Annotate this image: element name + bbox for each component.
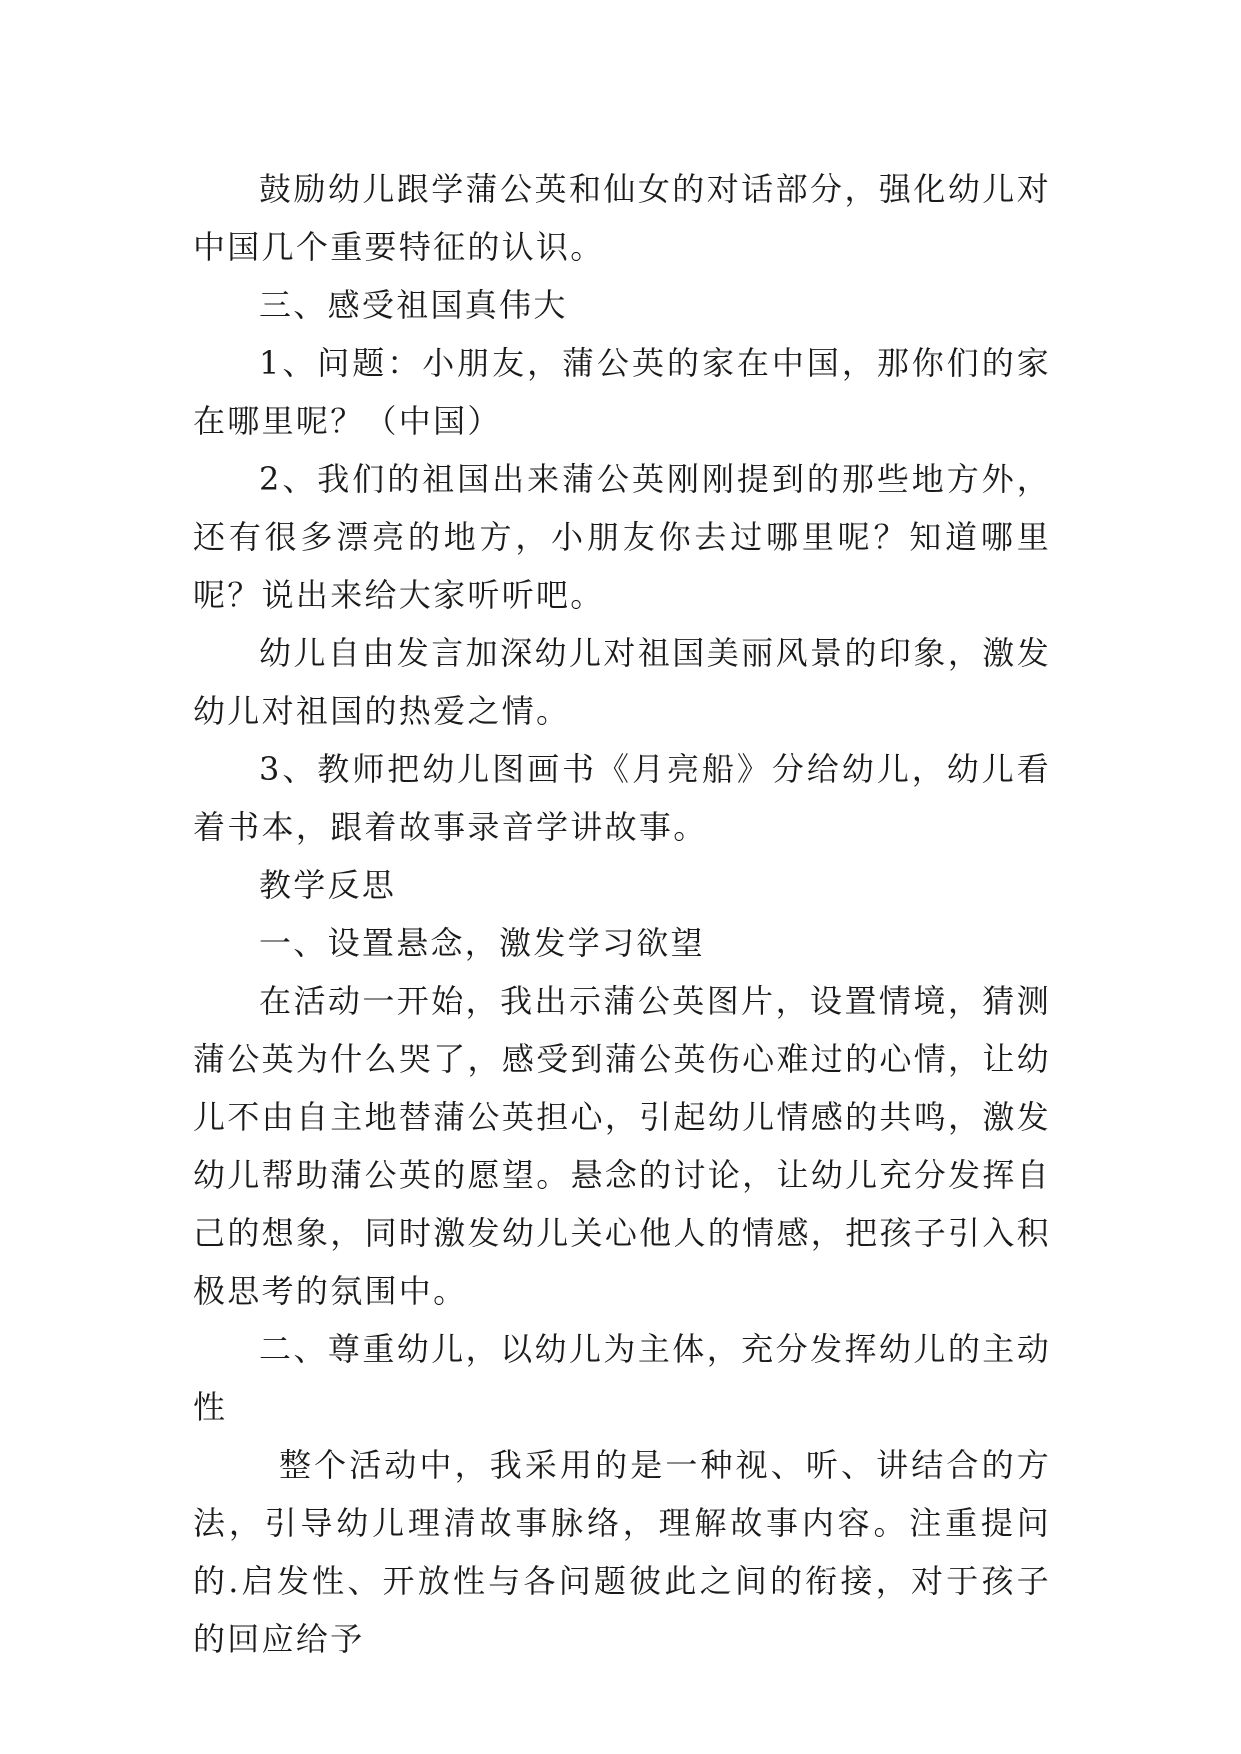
paragraph-picture-book: 3、教师把幼儿图画书《月亮船》分给幼儿，幼儿看着书本，跟着故事录音学讲故事。 [193, 750, 1051, 846]
paragraph-reflection-suspense: 在活动一开始，我出示蒲公英图片，设置情境，猜测蒲公英为什么哭了，感受到蒲公英伤心难过的心情，让幼儿不由自主地替蒲公英担心，引起幼儿情感的共鸣，激发幼儿帮助蒲公英的愿望。悬念的讨论，让幼儿充分发挥自己的想象，同时激发幼儿关心他人的情感，把孩子引入积极思考的氛围中。 [193, 982, 1051, 1310]
heading-section-three: 三、感受祖国真伟大 [259, 286, 568, 324]
paragraph-reflection-method: 整个活动中，我采用的是一种视、听、讲结合的方法，引导幼儿理清故事脉络，理解故事内容。注重提问的.启发性、开放性与各问题彼此之间的衔接，对于孩子的回应给予 [193, 1446, 1051, 1658]
paragraph-free-speech: 幼儿自由发言加深幼儿对祖国美丽风景的印象，激发幼儿对祖国的热爱之情。 [193, 634, 1051, 730]
heading-teaching-reflection: 教学反思 [259, 866, 397, 904]
paragraph-question-one: 1、问题：小朋友，蒲公英的家在中国，那你们的家在哪里呢？（中国） [193, 344, 1051, 440]
paragraph-question-two: 2、我们的祖国出来蒲公英刚刚提到的那些地方外，还有很多漂亮的地方，小朋友你去过哪里呢？知道哪里呢？说出来给大家听听吧。 [193, 460, 1051, 614]
heading-reflection-one: 一、设置悬念，激发学习欲望 [259, 924, 705, 962]
document-page [193, 160, 1051, 1668]
paragraph-encourage-dialogue: 鼓励幼儿跟学蒲公英和仙女的对话部分，强化幼儿对中国几个重要特征的认识。 [193, 170, 1051, 266]
heading-reflection-two: 二、尊重幼儿，以幼儿为主体，充分发挥幼儿的主动性 [193, 1330, 1051, 1426]
